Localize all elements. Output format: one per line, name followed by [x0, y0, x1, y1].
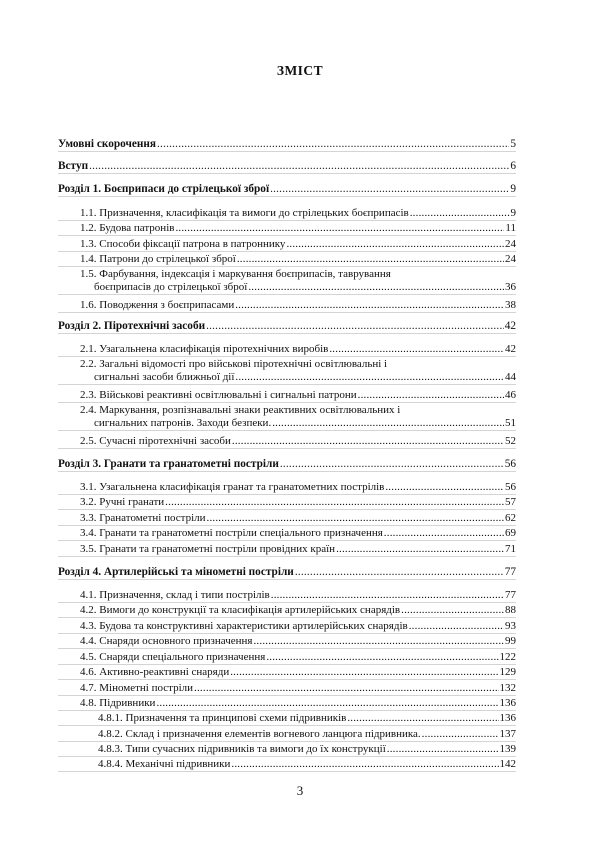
toc-page-number: 44 [505, 371, 516, 383]
toc-entry [58, 238, 516, 252]
toc-entry [58, 635, 516, 649]
dot-leader [253, 635, 504, 648]
dot-leader [237, 253, 504, 266]
toc-entry-title: 4.6. Активно-реактивні снаряди [80, 666, 230, 678]
toc-entry-title: Умовні скорочення [58, 138, 157, 150]
toc-entry [58, 343, 516, 357]
toc-page-number: 36 [505, 281, 516, 293]
toc-page-number: 42 [505, 343, 516, 355]
toc-entry [58, 358, 516, 385]
toc-entry-title: 4.8.1. Призначення та принципові схеми підривників [98, 712, 347, 724]
toc-entry-title: Розділ 1. Боєприпаси до стрілецької зброї [58, 183, 270, 195]
toc-page-number: 93 [505, 620, 516, 632]
toc-entry [58, 543, 516, 557]
toc-entry-title: боєприпасів до стрілецької зброї [94, 281, 248, 293]
toc-page-number: 56 [504, 458, 516, 470]
toc-entry-title: 4.4. Снаряди основного призначення [80, 635, 253, 647]
dot-leader [194, 682, 498, 695]
page-number: 3 [296, 783, 304, 798]
toc-page-number: 77 [504, 566, 516, 578]
toc-page-number: 88 [505, 604, 516, 616]
toc-page-number: 5 [510, 138, 516, 150]
dot-leader [266, 651, 498, 664]
toc-page-number: 6 [510, 160, 516, 172]
toc-page-number: 142 [499, 758, 516, 770]
dot-leader [384, 527, 504, 540]
toc-page-number: 9 [510, 207, 516, 219]
toc-page-number: 11 [505, 222, 516, 234]
toc-entry [58, 604, 516, 618]
toc-title: ЗМІСТ [276, 63, 324, 78]
toc-entry-title: 4.5. Снаряди спеціального призначення [80, 651, 266, 663]
dot-leader [385, 481, 504, 494]
dot-leader [329, 343, 504, 356]
toc-entry [58, 222, 516, 236]
toc-entry [58, 589, 516, 603]
toc-page-number: 42 [504, 320, 516, 332]
toc-entry-title: 4.7. Мінометні постріли [80, 682, 194, 694]
toc-page-number: 137 [499, 728, 516, 740]
dot-leader [89, 160, 509, 173]
toc-entry-title: 1.4. Патрони до стрілецької зброї [80, 253, 236, 265]
toc-page-number: 69 [505, 527, 516, 539]
toc-section [58, 458, 516, 472]
dot-leader [271, 589, 504, 602]
toc-entry-text-line: 2.4. Маркування, розпізнавальні знаки реактивних освітлювальних і [80, 404, 401, 416]
toc-entry-text-line: 2.2. Загальні відомості про військові піротехнічні освітлювальні і [80, 358, 388, 370]
dot-leader [230, 666, 498, 679]
toc-page-number: 129 [499, 666, 516, 678]
toc-page-number: 52 [505, 435, 516, 447]
toc-page-number: 56 [505, 481, 516, 493]
toc-page-number: 38 [505, 299, 516, 311]
toc-entry-title: 3.2. Ручні гранати [80, 496, 165, 508]
toc-page-number: 77 [505, 589, 516, 601]
dot-leader [235, 371, 504, 384]
toc-entry-title: Розділ 2. Піротехнічні засоби [58, 320, 206, 332]
toc-entry-title: 2.5. Сучасні піротехнічні засоби [80, 435, 231, 447]
dot-leader [358, 389, 504, 402]
toc-entry [58, 481, 516, 495]
toc-entry-title: 4.8. Підривники [80, 697, 156, 709]
dot-leader [232, 435, 504, 448]
toc-entry [58, 404, 516, 431]
toc-entry [58, 253, 516, 267]
dot-leader [409, 620, 504, 633]
toc-page-number: 57 [505, 496, 516, 508]
toc-entry [58, 758, 516, 772]
toc-entry [58, 268, 516, 295]
toc-page-number: 24 [505, 238, 516, 250]
toc-entry-title: 4.3. Будова та конструктивні характеристики артилерійських снарядів [80, 620, 408, 632]
toc-entry [58, 697, 516, 711]
toc-page-number: 62 [505, 512, 516, 524]
toc-page-number: 122 [499, 651, 516, 663]
dot-leader [231, 758, 498, 771]
toc-entry [58, 666, 516, 680]
toc-entry-title: Вступ [58, 160, 89, 172]
toc-entry [58, 651, 516, 665]
toc-section [58, 138, 516, 152]
dot-leader [336, 543, 504, 556]
dot-leader [272, 417, 504, 430]
toc-page-number: 71 [505, 543, 516, 555]
toc-entry-title: 4.1. Призначення, склад і типи пострілів [80, 589, 270, 601]
toc-entry-title: 2.1. Узагальнена класифікація піротехнічних виробів [80, 343, 329, 355]
toc-page-number: 136 [499, 712, 516, 724]
toc-entry [58, 299, 516, 313]
toc-entry-title: 4.8.2. Склад і призначення елементів вогневого ланцюга підривника. [98, 728, 421, 740]
toc-page-number: 99 [505, 635, 516, 647]
toc-entry [58, 389, 516, 403]
dot-leader [280, 458, 504, 471]
dot-leader [422, 728, 499, 741]
toc-entry-title: 3.3. Гранатометні постріли [80, 512, 206, 524]
toc-entry [58, 435, 516, 449]
dot-leader [207, 512, 505, 525]
toc-entry [58, 743, 516, 757]
toc-page-number: 9 [510, 183, 516, 195]
toc-section [58, 320, 516, 334]
toc-entry [58, 512, 516, 526]
toc-entry-title: 4.2. Вимоги до конструкції та класифікація артилерійських снарядів [80, 604, 401, 616]
dot-leader [157, 138, 509, 151]
dot-leader [401, 604, 504, 617]
toc-entry [58, 207, 516, 221]
toc-entry [58, 527, 516, 541]
toc-entry-title: 4.8.3. Типи сучасних підривників та вимоги до їх конструкції [98, 743, 386, 755]
toc-entry-title: 1.6. Поводження з боєприпасами [80, 299, 235, 311]
dot-leader [235, 299, 504, 312]
dot-leader [156, 697, 498, 710]
toc-entry [58, 620, 516, 634]
toc-page-number: 24 [505, 253, 516, 265]
toc-section [58, 566, 516, 580]
toc-page-number: 139 [499, 743, 516, 755]
toc-entry-title: сигнальні засоби ближньої дії [94, 371, 235, 383]
toc-entry [58, 712, 516, 726]
dot-leader [347, 712, 498, 725]
dot-leader [175, 222, 504, 235]
toc-entry-title: 1.3. Способи фіксації патрона в патроннику [80, 238, 286, 250]
dot-leader [387, 743, 499, 756]
toc-section [58, 160, 516, 174]
dot-leader [270, 183, 509, 196]
toc-entry-title: Розділ 4. Артилерійські та мінометні постріли [58, 566, 294, 578]
toc-entry-title: 2.3. Військові реактивні освітлювальні і сигнальні патрони [80, 389, 357, 401]
toc-section [58, 183, 516, 197]
toc-entry-title: 1.1. Призначення, класифікація та вимоги до стрілецьких боєприпасів [80, 207, 409, 219]
dot-leader [206, 320, 504, 333]
toc-page-number: 51 [505, 417, 516, 429]
toc-entry-text-line: 1.5. Фарбування, індексація і маркування боєприпасів, таврування [80, 268, 391, 280]
toc-entry-title: 1.2. Будова патронів [80, 222, 175, 234]
dot-leader [165, 496, 504, 509]
toc-entry [58, 496, 516, 510]
toc-entry [58, 682, 516, 696]
toc-entry-title: 4.8.4. Механічні підривники [98, 758, 231, 770]
toc-entry-title: 3.5. Гранати та гранатометні постріли провідних країн [80, 543, 336, 555]
dot-leader [410, 207, 510, 220]
dot-leader [248, 281, 504, 294]
toc-entry-title: 3.1. Узагальнена класифікація гранат та гранатометних пострілів [80, 481, 385, 493]
dot-leader [286, 238, 504, 251]
toc-page-number: 46 [505, 389, 516, 401]
toc-entry [58, 728, 516, 742]
dot-leader [295, 566, 504, 579]
toc-entry-title: Розділ 3. Гранати та гранатометні постріли [58, 458, 279, 470]
toc-page-number: 132 [499, 682, 516, 694]
toc-entry-title: сигнальних патронів. Заходи безпеки. [94, 417, 272, 429]
toc-page-number: 136 [499, 697, 516, 709]
toc-entry-title: 3.4. Гранати та гранатометні постріли спеціального призначення [80, 527, 383, 539]
